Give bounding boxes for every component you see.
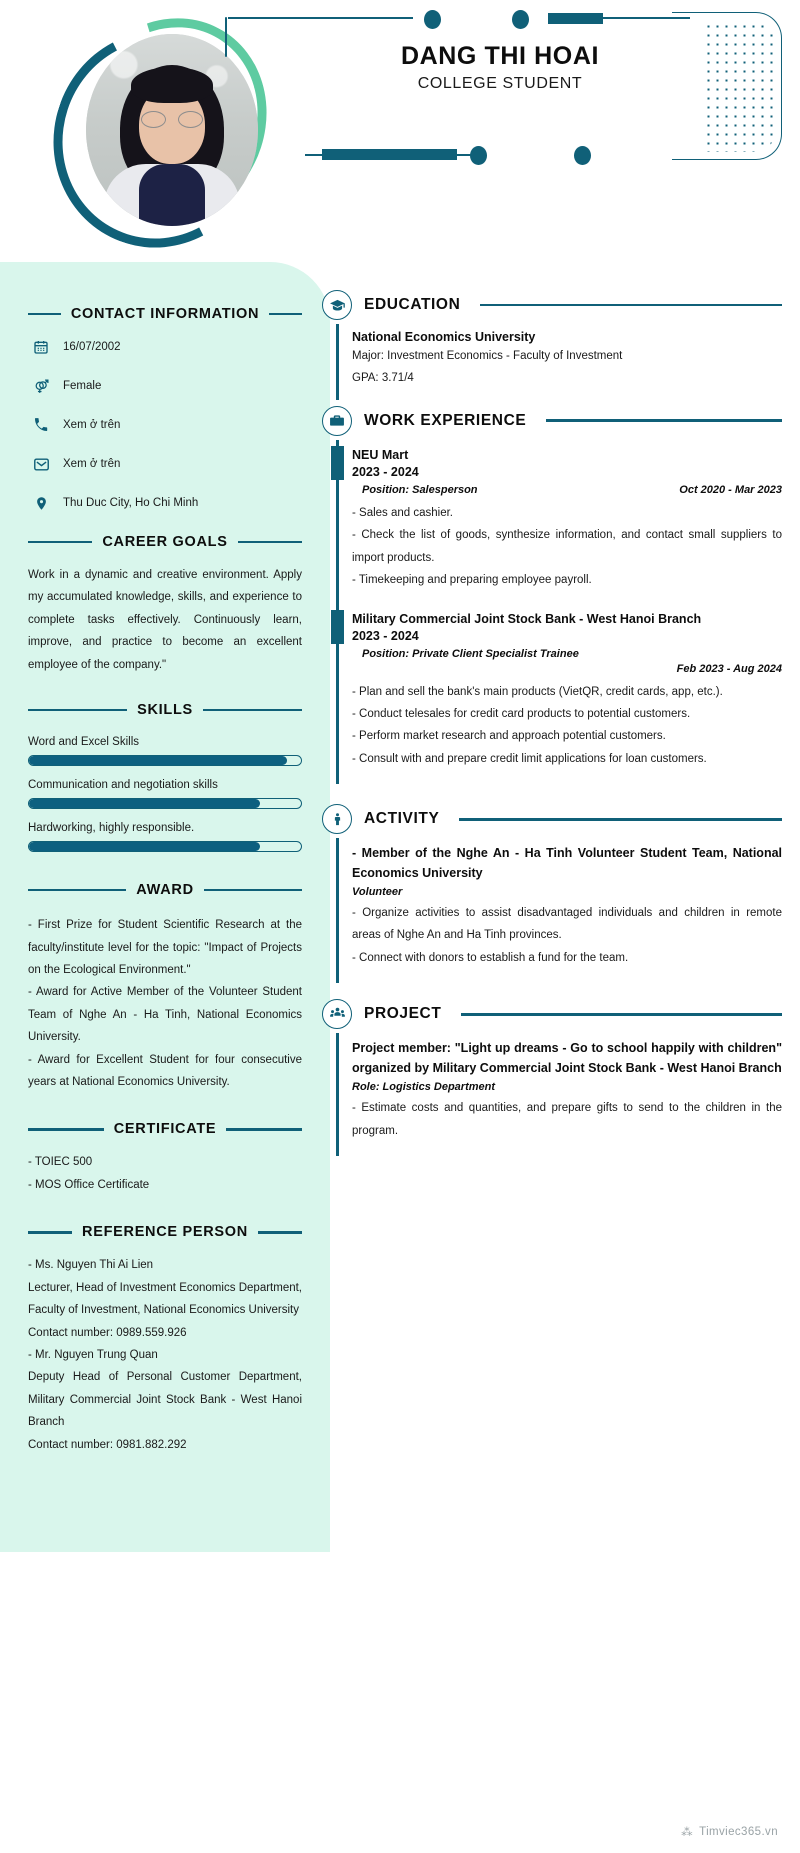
activity-body (322, 844, 782, 983)
reference-contact: Contact number: 0989.559.926 (28, 1326, 187, 1339)
header-dot-bottom-1 (470, 146, 487, 165)
header-dot-top-1 (424, 10, 441, 29)
skill-progress-fill (29, 756, 287, 765)
contact-value-address: Thu Duc City, Ho Chi Minh (63, 497, 199, 509)
header-dot-grid (704, 22, 776, 152)
skill-progress-fill (29, 799, 260, 808)
certificate-heading-text: CERTIFICATE (113, 1121, 217, 1138)
job-years: 2023 - 2024 (352, 628, 419, 643)
section-work-experience (322, 406, 782, 785)
job-bullet: - Perform market research and approach potential customers. (352, 730, 666, 743)
section-heading-work-experience (322, 406, 782, 436)
section-heading-award (28, 882, 302, 898)
section-heading-project (322, 999, 782, 1029)
header-dot-top-2 (512, 10, 529, 29)
gender-icon (32, 377, 50, 395)
section-heading-contact (28, 306, 302, 322)
skill-progress-track (28, 841, 302, 852)
calendar-icon (32, 338, 50, 356)
contact-value-email: Xem ở trên (63, 458, 121, 470)
heading-rule-right (461, 1013, 782, 1016)
skill-progress-track (28, 798, 302, 809)
job-bullet: - Timekeeping and preparing employee payroll. (352, 574, 592, 587)
project-title: Project member: "Light up dreams - Go to school happily with children" organized by Military Commercial Joint Stock Bank - West Hanoi Branch (352, 1041, 782, 1075)
heading-rule-right (269, 313, 302, 316)
job-bullet: - Check the list of goods, synthesize information, and contact small suppliers to import products. (352, 529, 782, 564)
activity-title: - Member of the Nghe An - Ha Tinh Volunteer Student Team, National Economics University (352, 846, 782, 880)
heading-rule-right (204, 889, 302, 892)
section-heading-education (322, 290, 782, 320)
work-experience-heading-text: WORK EXPERIENCE (364, 411, 527, 429)
cv-body (0, 262, 800, 1853)
skill-progress-fill (29, 842, 260, 851)
job-dates: Feb 2023 - Aug 2024 (676, 662, 782, 675)
certificate-item: - TOIEC 500 (28, 1156, 93, 1169)
education-body (322, 330, 782, 400)
award-item: - Award for Active Member of the Volunteer Student Team of Nghe An - Ha Tinh, National Economics University. (28, 986, 302, 1044)
section-education (322, 290, 782, 400)
heading-rule-left (28, 541, 92, 544)
heading-rule-right (459, 818, 782, 821)
heading-rule-left (28, 709, 127, 712)
contact-heading-text: CONTACT INFORMATION (70, 306, 260, 322)
candidate-job-title: COLLEGE STUDENT (417, 75, 583, 92)
contact-row-gender (28, 377, 302, 395)
header-corner-curve (225, 17, 227, 57)
contact-row-address (28, 494, 302, 512)
activity-bullet: - Connect with donors to establish a fund for the team. (352, 951, 629, 964)
contact-row-birthdate (28, 338, 302, 356)
award-item: - Award for Excellent Student for four consecutive years at National Economics University. (28, 1053, 302, 1089)
candidate-name: DANG THI HOAI (400, 42, 600, 70)
header-bar-top (548, 13, 603, 24)
heading-rule-left (28, 889, 126, 892)
heading-rule-left (28, 1128, 104, 1131)
cv-header (0, 0, 800, 262)
location-icon (32, 494, 50, 512)
reference-person-1 (28, 1254, 302, 1344)
job-bullet: - Consult with and prepare credit limit applications for loan customers. (352, 752, 707, 765)
education-school: National Economics University (352, 330, 536, 344)
email-icon (32, 455, 50, 473)
reference-name: - Mr. Nguyen Trung Quan (28, 1349, 158, 1362)
graduation-cap-icon (322, 290, 352, 320)
skill-item (28, 779, 302, 809)
timeline-tick (331, 446, 344, 480)
people-group-icon (322, 999, 352, 1029)
education-gpa: GPA: 3.71/4 (352, 371, 414, 384)
activity-role: Volunteer (352, 886, 403, 899)
activity-heading-text: ACTIVITY (364, 810, 440, 828)
career-goals-text: Work in a dynamic and creative environment. Apply my accumulated knowledge, skills, and experience to complete tasks effectively. Continuously learn, improve, and practice to become an excellent employee of the company." (28, 569, 302, 671)
job-years: 2023 - 2024 (352, 464, 419, 479)
heading-rule-right (203, 709, 302, 712)
job-dates: Oct 2020 - Mar 2023 (679, 483, 782, 496)
award-list (28, 914, 302, 1093)
header-bar-bottom (322, 149, 457, 160)
skill-item (28, 822, 302, 852)
timeline-tick (331, 610, 344, 644)
section-heading-skills (28, 702, 302, 718)
contact-row-email[interactable] (28, 455, 302, 473)
section-heading-reference (28, 1224, 302, 1240)
certificate-item: - MOS Office Certificate (28, 1178, 150, 1191)
right-content (322, 262, 800, 1202)
section-heading-career-goals (28, 534, 302, 550)
left-sidebar (0, 262, 330, 1552)
contact-value-gender: Female (63, 380, 102, 392)
reference-detail: Deputy Head of Personal Customer Department, Military Commercial Joint Stock Bank - West Hanoi Branch (28, 1371, 302, 1429)
award-item: - First Prize for Student Scientific Research at the faculty/institute level for the topic: "Impact of Projects on the Ecological Environment." (28, 919, 302, 976)
heading-rule-right (546, 419, 782, 422)
person-icon (322, 804, 352, 834)
activity-bullet: - Organize activities to assist disadvantaged individuals and children in remote areas of Nghe An and Ha Tinh provinces. (352, 907, 782, 942)
skills-heading-text: SKILLS (137, 702, 193, 719)
header-dot-bottom-2 (574, 146, 591, 165)
job-position: Position: Private Client Specialist Trainee (362, 647, 579, 660)
footer-brand-text: Timviec365.vn (699, 1826, 778, 1838)
job-org: Military Commercial Joint Stock Bank - West Hanoi Branch (352, 611, 702, 626)
project-heading-text: PROJECT (364, 1005, 442, 1023)
section-activity (322, 804, 782, 983)
reference-person-2 (28, 1344, 302, 1456)
reference-heading-text: REFERENCE PERSON (82, 1224, 248, 1241)
section-heading-certificate (28, 1121, 302, 1137)
work-job-1 (322, 446, 782, 606)
contact-row-phone[interactable] (28, 416, 302, 434)
work-job-2 (322, 606, 782, 785)
briefcase-icon (322, 406, 352, 436)
reference-detail: Lecturer, Head of Investment Economics Department, Faculty of Investment, National Economics University (28, 1281, 302, 1317)
heading-rule-right (258, 1231, 302, 1234)
heading-rule-left (28, 1231, 72, 1234)
contact-value-birthdate: 16/07/2002 (63, 341, 121, 353)
skill-label: Hardworking, highly responsible. (28, 822, 195, 835)
heading-rule-right (238, 541, 302, 544)
contact-value-phone: Xem ở trên (63, 419, 121, 431)
avatar-decorated (48, 12, 273, 247)
project-bullet: - Estimate costs and quantities, and prepare gifts to send to the children in the program. (352, 1102, 782, 1137)
heading-rule-right (480, 304, 782, 307)
education-heading-text: EDUCATION (364, 296, 461, 313)
skill-item (28, 736, 302, 766)
heading-rule-right (226, 1128, 302, 1131)
job-bullet: - Plan and sell the bank's main products (VietQR, credit cards, app, etc.). (352, 685, 723, 698)
phone-icon (32, 416, 50, 434)
heading-rule-left (28, 313, 61, 316)
job-bullet: - Sales and cashier. (352, 506, 454, 519)
reference-contact: Contact number: 0981.882.292 (28, 1438, 187, 1451)
footer-brand (681, 1825, 778, 1839)
job-position: Position: Salesperson (362, 483, 478, 496)
reference-name: - Ms. Nguyen Thi Ai Lien (28, 1259, 154, 1272)
avatar (86, 34, 258, 226)
project-role: Role: Logistics Department (352, 1081, 496, 1094)
job-position-row (362, 484, 782, 496)
header-line-top-left (228, 17, 413, 19)
job-bullet: - Conduct telesales for credit card products to potential customers. (352, 708, 691, 721)
award-heading-text: AWARD (136, 882, 194, 899)
skill-label: Word and Excel Skills (28, 736, 139, 749)
project-body (322, 1039, 782, 1156)
section-project (322, 999, 782, 1156)
sparkle-icon: ⁂ (681, 1827, 694, 1839)
section-heading-activity (322, 804, 782, 834)
name-block (300, 42, 700, 93)
skill-progress-track (28, 755, 302, 766)
education-major: Major: Investment Economics - Faculty of Investment (352, 350, 623, 362)
skill-label: Communication and negotiation skills (28, 779, 218, 792)
contact-list (28, 338, 302, 512)
job-org: NEU Mart (352, 447, 409, 462)
career-goals-heading-text: CAREER GOALS (102, 534, 228, 550)
